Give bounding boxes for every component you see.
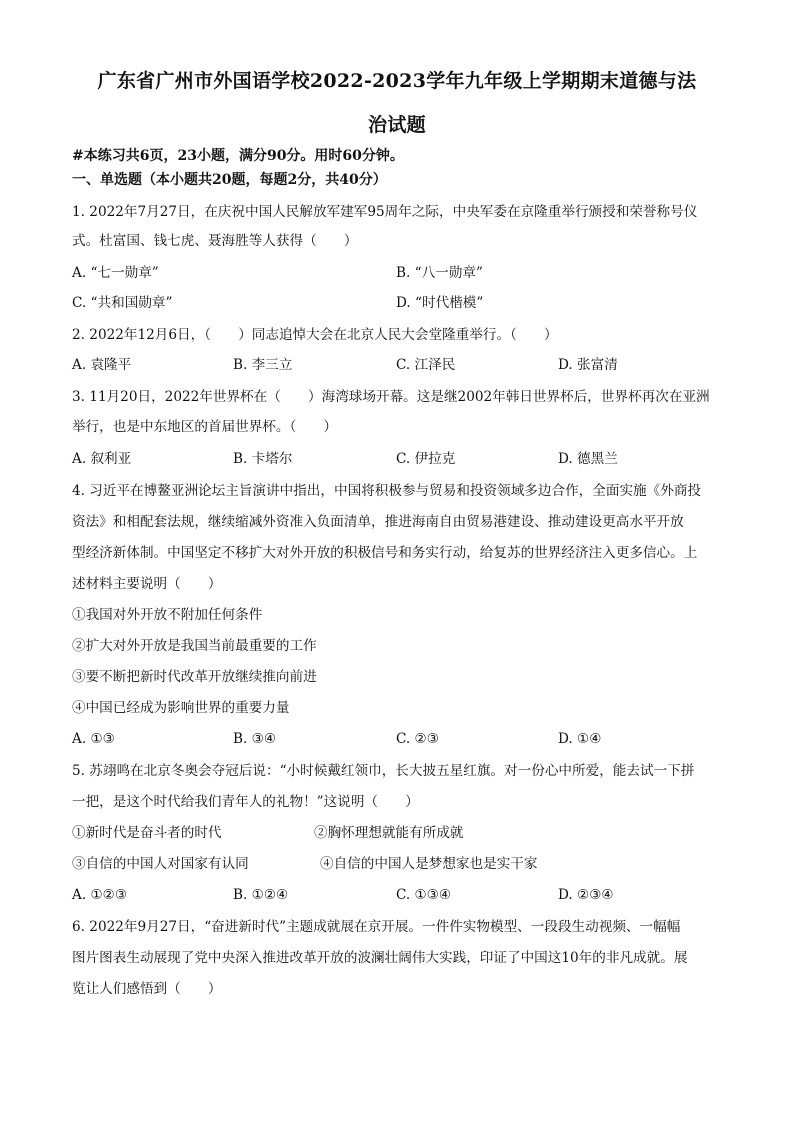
section-heading: 一、单选题（本小题共20题，每题2分，共40分） [72, 172, 387, 188]
question-4-statement-1: ①我国对外开放不附加任何条件 [72, 607, 263, 623]
question-5-line-2: 一把，是这个时代给我们青年人的礼物！”这说明（ ） [72, 794, 419, 810]
question-2-option-c: C. 江泽民 [396, 357, 456, 373]
question-3-line-2: 举行，也是中东地区的首届世界杯。（ ） [72, 419, 338, 435]
question-2-option-d: D. 张富清 [558, 357, 618, 373]
question-4-line-2: 资法》和相配套法规，继续缩减外资准入负面清单，推进海南自由贸易港建设、推动建设更高水平开放 [72, 514, 684, 530]
question-4-option-b: B. ③④ [233, 731, 277, 747]
question-4-line-3: 型经济新体制。中国坚定不移扩大对外开放的积极信号和务实行动，给复苏的世界经济注入更多信心。上 [72, 545, 698, 561]
question-3-line-1: 3. 11月20日，2022年世界杯在（ ）海湾球场开幕。这是继2002年韩日世界杯后，世界杯再次在亚洲 [72, 389, 710, 405]
question-5-statement-2: ②胸怀理想就能有所成就 [314, 825, 464, 841]
question-5-line-1: 5. 苏翊鸣在北京冬奥会夺冠后说：“小时候戴红领巾，长大披五星红旗。对一份心中所爱，能去试一下拼 [72, 763, 695, 779]
question-5-statement-4: ④自信的中国人是梦想家也是实干家 [320, 856, 538, 872]
question-3-option-d: D. 德黑兰 [558, 451, 618, 467]
question-1-line-1: 1. 2022年7月27日，在庆祝中国人民解放军建军95周年之际，中央军委在京隆重举行颁授和荣誉称号仪 [72, 204, 698, 220]
question-4-option-c: C. ②③ [396, 731, 439, 747]
question-5-statement-1: ①新时代是奋斗者的时代 [72, 825, 222, 841]
question-6-line-2: 图片图表生动展现了党中央深入推进改革开放的波澜壮阔伟大实践，印证了中国这10年的非凡成就。展 [72, 950, 688, 966]
question-1-option-a: A. “七一勋章” [72, 265, 159, 281]
question-5-option-a: A. ①②③ [72, 887, 128, 903]
question-4-statement-3: ③要不断把新时代改革开放继续推向前进 [72, 669, 317, 685]
question-2-option-b: B. 李三立 [233, 357, 293, 373]
question-4-option-a: A. ①③ [72, 731, 115, 747]
question-3-option-a: A. 叙利亚 [72, 451, 132, 467]
exam-notice: #本练习共6页，23小题，满分90分。用时60分钟。 [72, 148, 404, 164]
question-4-line-4: 述材料主要说明（ ） [72, 576, 222, 592]
question-5-option-c: C. ①③④ [396, 887, 452, 903]
question-3-option-b: B. 卡塔尔 [233, 451, 293, 467]
question-2-line-1: 2. 2022年12月6日，（ ）同志追悼大会在北京人民大会堂隆重举行。（ ） [72, 327, 558, 343]
question-5-option-b: B. ①②④ [233, 887, 289, 903]
exam-title-line-1: 广东省广州市外国语学校2022-2023学年九年级上学期期末道德与法 [97, 70, 697, 92]
question-1-option-d: D. “时代楷模” [396, 295, 484, 311]
question-5-option-d: D. ②③④ [558, 887, 614, 903]
question-4-statement-4: ④中国已经成为影响世界的重要力量 [72, 700, 290, 716]
question-2-option-a: A. 袁隆平 [72, 357, 132, 373]
exam-title-line-2: 治试题 [368, 114, 426, 136]
question-4-statement-2: ②扩大对外开放是我国当前最重要的工作 [72, 638, 317, 654]
question-5-statement-3: ③自信的中国人对国家有认同 [72, 856, 249, 872]
question-3-option-c: C. 伊拉克 [396, 451, 456, 467]
question-1-option-b: B. “八一勋章” [396, 265, 483, 281]
question-4-option-d: D. ①④ [558, 731, 602, 747]
question-6-line-3: 览让人们感悟到（ ） [72, 981, 222, 997]
question-4-line-1: 4. 习近平在博鳌亚洲论坛主旨演讲中指出，中国将积极参与贸易和投资领域多边合作，全面实施《外商投 [72, 483, 702, 499]
question-1-line-2: 式。杜富国、钱七虎、聂海胜等人获得（ ） [72, 233, 358, 249]
question-6-line-1: 6. 2022年9月27日，“奋进新时代”主题成就展在京开展。一件件实物模型、一段段生动视频、一幅幅 [72, 919, 681, 935]
question-1-option-c: C. “共和国勋章” [72, 295, 173, 311]
